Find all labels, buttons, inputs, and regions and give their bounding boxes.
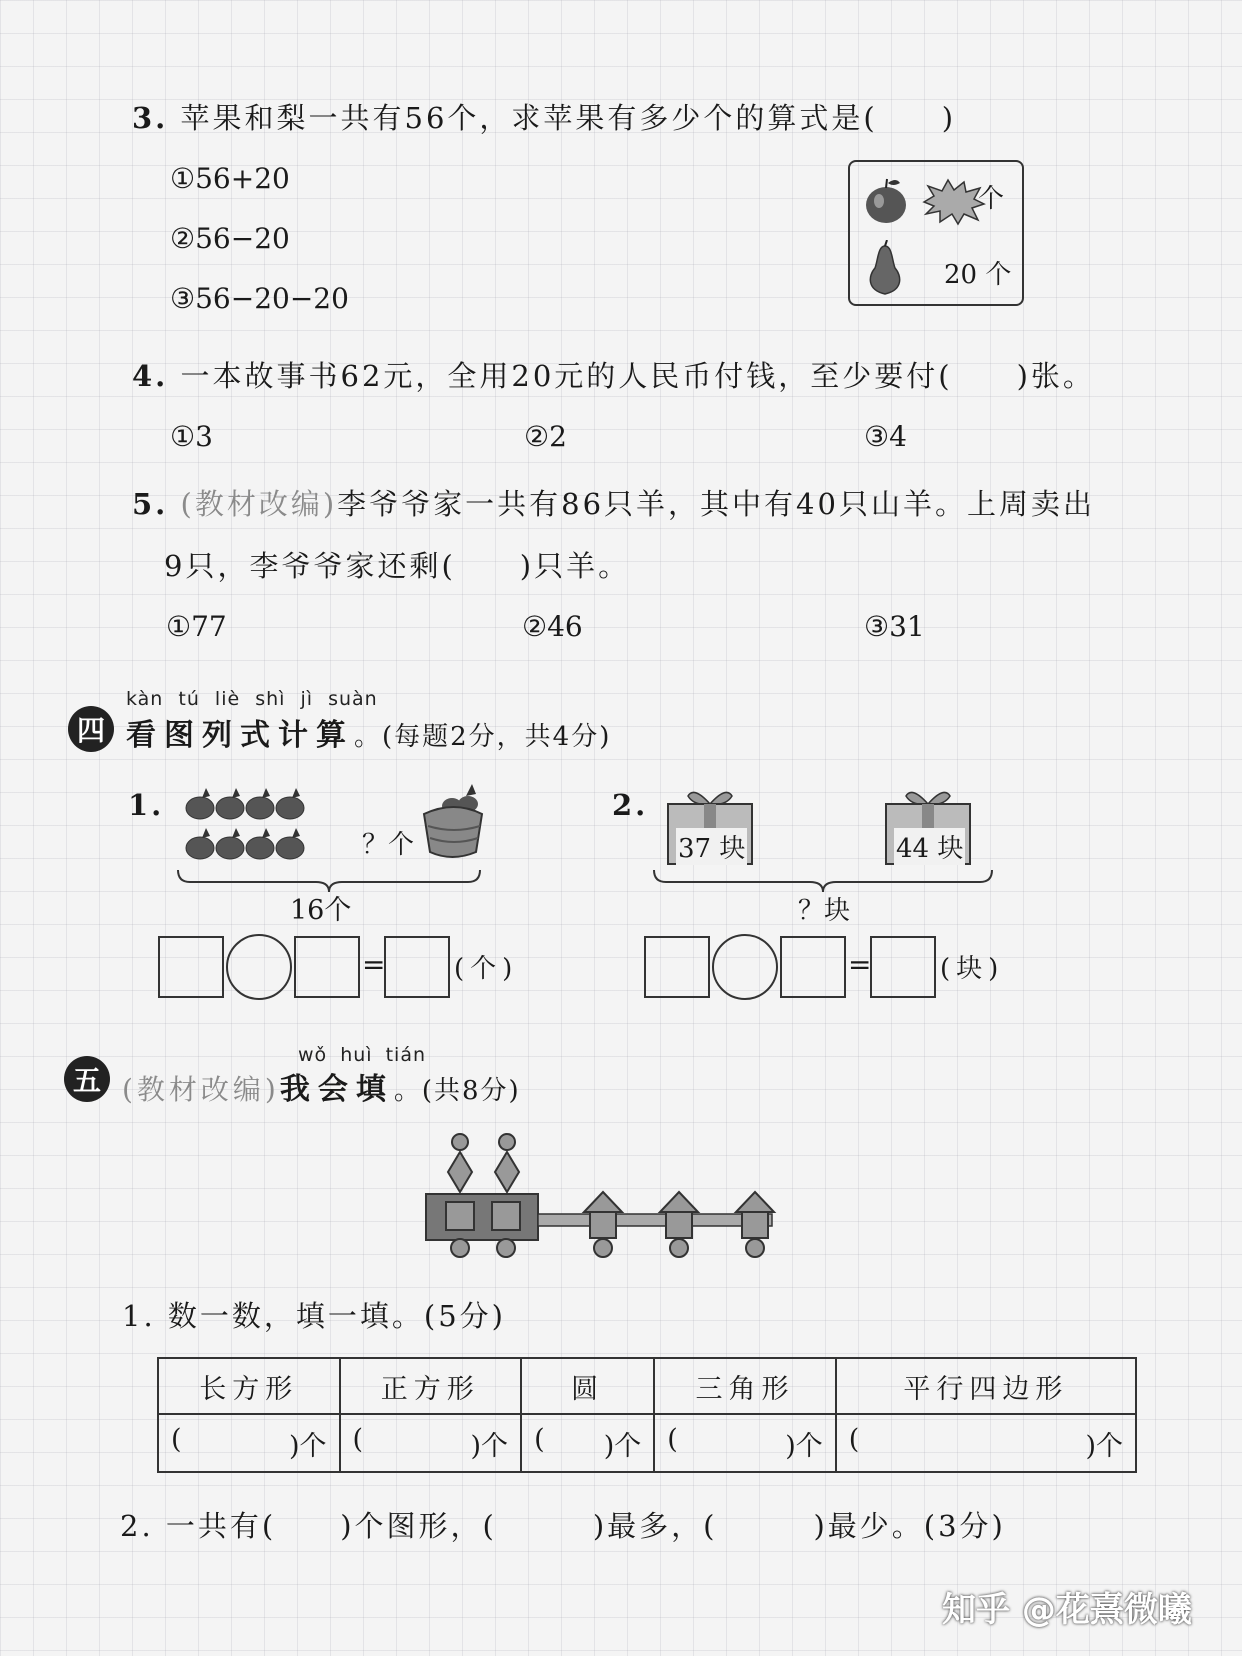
q4-option-2: ②2 (524, 420, 567, 453)
s4-p1-answer-box-1[interactable] (158, 936, 224, 998)
fruit-info-box (848, 160, 1024, 306)
section4-heading (126, 710, 611, 754)
s5-q1-text: 1. 数一数，填一填。(5分) (122, 1299, 506, 1333)
section5-pinyin: wǒ huì tián (298, 1044, 427, 1066)
q3-text (132, 96, 956, 137)
pear-count-label: 20 个 (944, 260, 1012, 290)
q4-option-3: ③4 (864, 420, 907, 453)
table-answer-row (158, 1414, 1136, 1472)
section5-source-tag: (教材改编) (122, 1073, 280, 1106)
blank-open: ( (848, 1423, 860, 1455)
blank-close: )个 (785, 1430, 823, 1462)
s4-p2-number: 2. (612, 788, 649, 822)
blank-close: )个 (1085, 1430, 1123, 1462)
answer-cell-triangle[interactable] (654, 1414, 836, 1472)
watermark: 知乎 @花熹微曦 (942, 1590, 1192, 1630)
q3-number: 3. (132, 101, 169, 135)
s4-p2-equals: = (848, 948, 872, 981)
blank-close: )个 (470, 1430, 509, 1462)
q5-option-2: ②46 (522, 610, 583, 643)
pear-icon (862, 240, 908, 298)
s4-p1-unit: (个) (454, 954, 519, 984)
q4-question: 一本故事书62元，全用20元的人民币付钱，至少要付( )张。 (180, 359, 1095, 393)
q5-text-line1 (132, 482, 1095, 523)
shape-train-figure (420, 1130, 790, 1260)
section4-badge: 四 (68, 706, 114, 752)
section5-heading (122, 1064, 521, 1108)
gift-box-2 (882, 784, 974, 866)
answer-cell-square[interactable] (340, 1414, 522, 1472)
s5-q2-text: 2. 一共有( )个图形，( )最多，( )最少。(3分) (120, 1509, 1006, 1543)
s4-p2-answer-box-2[interactable] (780, 936, 846, 998)
s4-p1-unknown: ？个 (362, 830, 415, 860)
s4-p1-answer-box-2[interactable] (294, 936, 360, 998)
gift-2-price: 44 块 (894, 828, 965, 865)
apple-icon (860, 174, 912, 226)
s4-p2-unit: (块) (940, 954, 1005, 984)
q3-option-3: ③56−20−20 (170, 282, 349, 315)
blank-open: ( (667, 1423, 678, 1455)
answer-cell-circle[interactable] (521, 1414, 654, 1472)
table-header-row (158, 1358, 1136, 1414)
section4-score: 。(每题2分，共4分) (354, 722, 612, 752)
unknown-burst-icon (922, 178, 986, 226)
s4-p2-result-box[interactable] (870, 936, 936, 998)
q5-option-3: ③31 (864, 610, 925, 643)
header-parallelogram: 平行四边形 (836, 1358, 1136, 1414)
header-triangle: 三角形 (654, 1358, 836, 1414)
gift-1-price: 37 块 (676, 828, 747, 865)
section5-badge: 五 (64, 1056, 110, 1102)
s4-p2-answer-box-1[interactable] (644, 936, 710, 998)
s4-p2-total: ？块 (798, 896, 851, 926)
header-circle: 圆 (521, 1358, 654, 1414)
q5-option-1: ①77 (166, 610, 227, 643)
q4-text (132, 354, 1095, 395)
s4-p1-equals: = (362, 948, 386, 981)
basket-icon (418, 780, 490, 860)
section5-title: 我会填 (279, 1072, 394, 1107)
q4-option-1: ①3 (170, 420, 213, 453)
s4-p1-number: 1. (128, 788, 165, 822)
section4-pinyin: kàn tú liè shì jì suàn (126, 688, 378, 710)
q5-question-line2: 9只，李爷爷家还剩( )只羊。 (164, 549, 631, 583)
s4-p2-operator-circle[interactable] (712, 934, 778, 1000)
section5-score: 。(共8分) (393, 1076, 521, 1106)
s4-p1-operator-circle[interactable] (226, 934, 292, 1000)
q4-number: 4. (132, 359, 169, 393)
q3-option-2: ②56−20 (170, 222, 290, 255)
q5-number: 5. (132, 487, 169, 521)
s4-p1-result-box[interactable] (384, 936, 450, 998)
answer-cell-parallelogram[interactable] (836, 1414, 1136, 1472)
q5-question-line1: 李爷爷家一共有86只羊，其中有40只山羊。上周卖出 (337, 487, 1095, 521)
blank-close: )个 (603, 1430, 642, 1462)
header-rectangle: 长方形 (158, 1358, 340, 1414)
answer-cell-rectangle[interactable] (158, 1414, 340, 1472)
blank-close: )个 (288, 1430, 327, 1462)
header-square: 正方形 (340, 1358, 522, 1414)
apple-count-label: 个 (978, 184, 1005, 214)
carrots-group-icon (182, 784, 322, 868)
q3-option-1: ①56+20 (170, 162, 290, 195)
q5-source-tag: (教材改编) (180, 487, 338, 521)
blank-open: ( (171, 1423, 182, 1455)
section4-title: 看图列式计算 (126, 718, 354, 753)
shape-count-table (157, 1357, 1137, 1473)
blank-open: ( (534, 1423, 545, 1455)
blank-open: ( (352, 1423, 364, 1455)
s4-p1-total: 16个 (290, 895, 352, 926)
q3-question: 苹果和梨一共有56个，求苹果有多少个的算式是( ) (180, 101, 957, 135)
gift-box-1 (664, 784, 756, 866)
